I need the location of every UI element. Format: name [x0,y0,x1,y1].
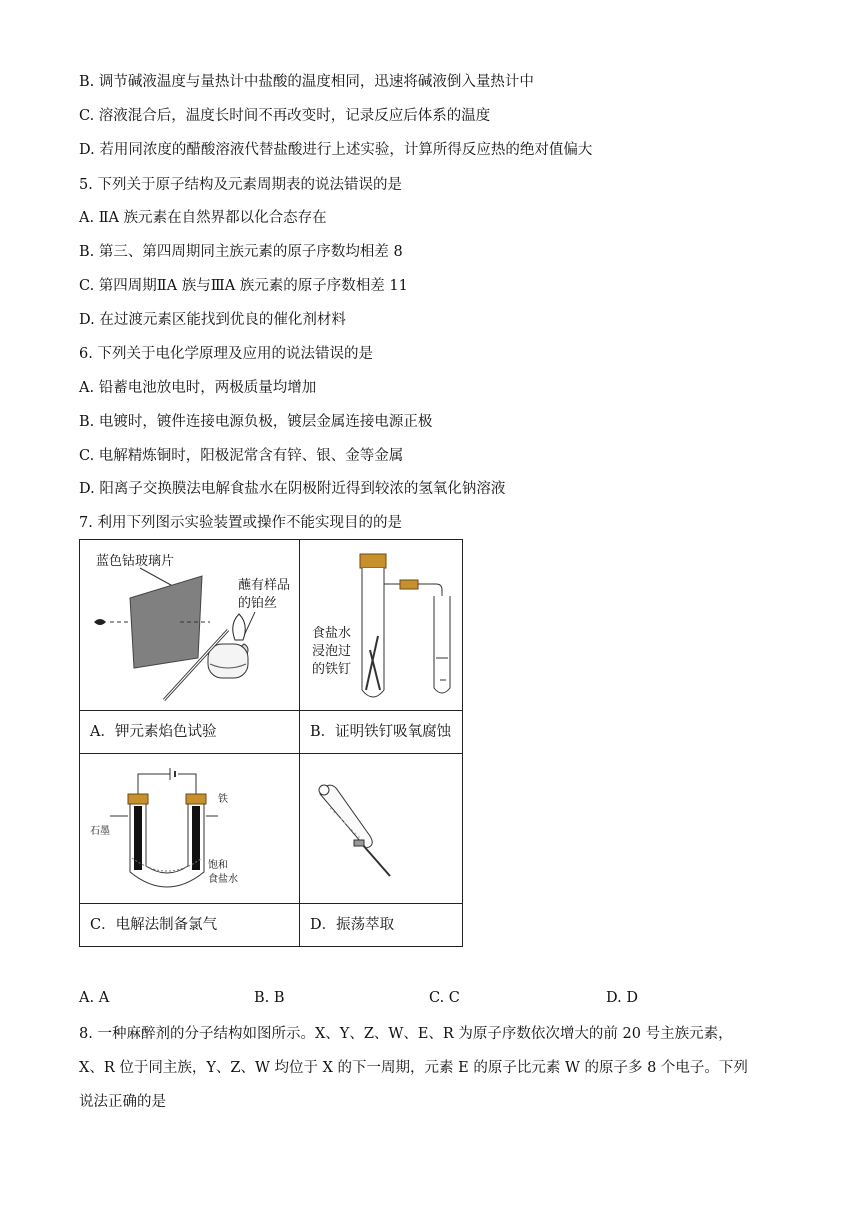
figure-b-label-2: 浸泡过 [312,644,352,659]
figure-c-caption-cell [80,904,300,947]
figure-d-caption: D．振荡萃取 [310,917,395,933]
line-5b: B. 第三、第四周期同主族元素的原子序数均相差 8 [79,244,403,260]
corrosion-drawing [300,540,462,710]
line-6d: D. 阳离子交换膜法电解食盐水在阴极附近得到较浓的氢氧化钠溶液 [79,481,506,497]
question-8-line-1: 8. 一种麻醉剂的分子结构如图所示。X、Y、Z、W、E、R 为原子序数依次增大的前 20 号主族元素， [79,1026,733,1042]
figure-b-caption-cell [300,711,463,754]
figure-a-image [80,540,299,710]
figure-b-cell [300,540,463,711]
line-6c: C. 电解精炼铜时，阳极泥常含有锌、银、金等金属 [79,448,404,464]
figure-d-cell [300,754,463,904]
figure-c-image [80,754,299,903]
figure-a-cell [80,540,300,711]
line-4b: B. 调节碱液温度与量热计中盐酸的温度相同，迅速将碱液倒入量热计中 [79,74,534,90]
figure-d-image [300,754,462,903]
figure-c-label-brine: 食盐水 [208,874,238,885]
question-5: 5. 下列关于原子结构及元素周期表的说法错误的是 [79,177,402,193]
figure-b-image [300,540,462,710]
line-6b: B. 电镀时，镀件连接电源负极，镀层金属连接电源正极 [79,414,433,430]
line-5d: D. 在过渡元素区能找到优良的催化剂材料 [79,312,346,328]
figure-a-label-glass: 蓝色钴玻璃片 [96,554,175,569]
question-6: 6. 下列关于电化学原理及应用的说法错误的是 [79,346,373,362]
line-6a: A. 铅蓄电池放电时，两极质量均增加 [79,380,317,396]
question-8-line-3: 说法正确的是 [79,1094,166,1110]
figure-a-caption: A．钾元素焰色试验 [90,724,217,740]
option-d: D. D [606,990,638,1006]
figure-d-caption-cell [300,904,463,947]
figure-c-label-saturated: 饱和 [208,860,228,871]
figure-a-label-sample: 蘸有样品 [238,578,291,593]
line-4c: C. 溶液混合后，温度长时间不再改变时，记录反应后体系的温度 [79,108,491,124]
option-b: B. B [254,990,285,1006]
line-5c: C. 第四周期ⅡA 族与ⅢA 族元素的原子序数相差 11 [79,278,408,294]
figure-a-label-wire: 的铂丝 [238,596,278,611]
figure-b-caption: B．证明铁钉吸氧腐蚀 [310,724,452,740]
question-7: 7. 利用下列图示实验装置或操作不能实现目的的是 [79,515,402,531]
figure-c-label-graphite: 石墨 [90,826,110,837]
electrolysis-drawing [80,754,299,903]
line-5a: A. ⅡA 族元素在自然界都以化合态存在 [79,210,327,226]
option-a: A. A [79,990,110,1006]
option-c: C. C [429,990,460,1006]
figure-a-caption-cell [80,711,300,754]
figure-b-label-3: 的铁钉 [312,662,352,677]
figure-table [79,539,463,947]
figure-b-label-1: 食盐水 [312,626,352,641]
separatory-funnel-drawing [300,754,462,903]
line-4d: D. 若用同浓度的醋酸溶液代替盐酸进行上述实验，计算所得反应热的绝对值偏大 [79,142,593,158]
figure-c-label-iron: 铁 [218,794,228,805]
question-8-line-2: X、R 位于同主族，Y、Z、W 均位于 X 的下一周期，元素 E 的原子比元素 W 的原子多 8 个电子。下列 [79,1060,748,1076]
figure-c-cell [80,754,300,904]
flame-test-drawing [80,540,299,710]
figure-c-caption: C．电解法制备氯气 [90,917,218,933]
